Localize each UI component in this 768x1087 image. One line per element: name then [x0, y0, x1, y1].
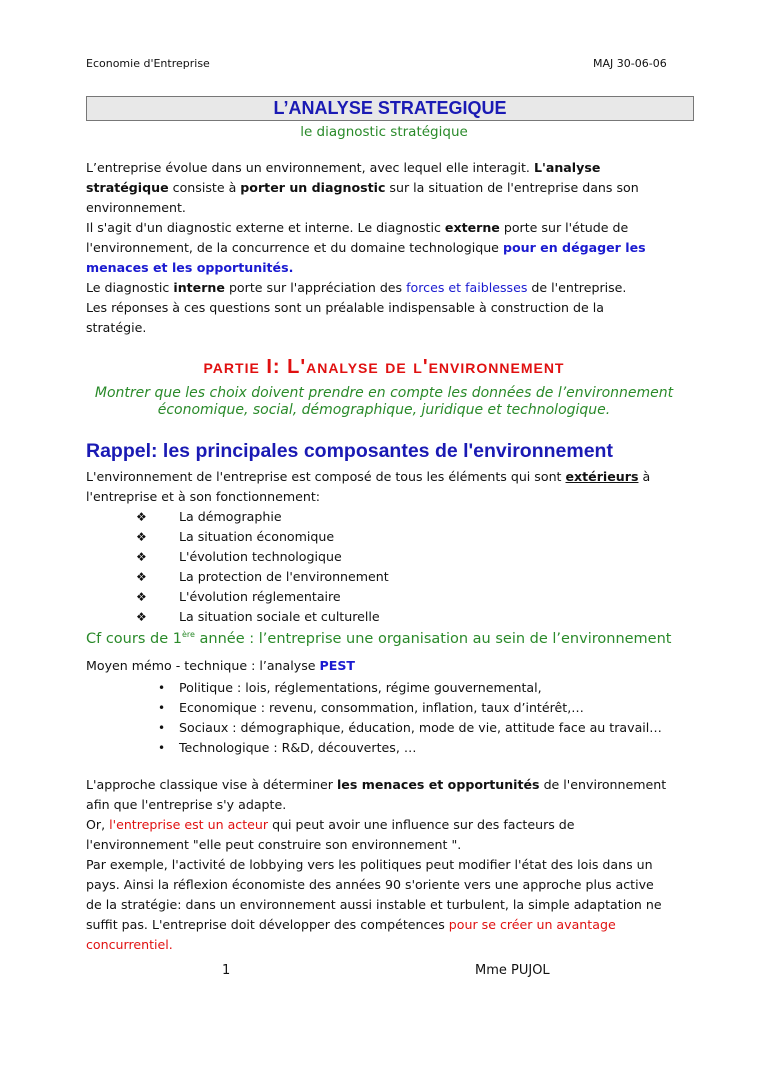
component-item: [86, 547, 686, 567]
text-segment: l'environnement, de la concurrence et du domaine technologique: [86, 240, 503, 255]
text-line: [86, 815, 666, 835]
text-segment: porter un diagnostic: [240, 180, 386, 195]
text-line: [86, 487, 650, 507]
list-item-text: La situation économique: [179, 529, 335, 544]
text-segment: PEST: [319, 658, 356, 673]
text-segment: concurrentiel.: [86, 937, 173, 952]
page-title: L’ANALYSE STRATEGIQUE: [273, 98, 507, 118]
bullet-icon: •: [158, 701, 166, 715]
text-line: [86, 775, 666, 795]
text-segment: qui peut avoir une influence sur des facteurs de: [268, 817, 575, 832]
pest-intro: [86, 656, 355, 676]
text-segment: pour en dégager les: [502, 240, 646, 255]
text-line: [86, 895, 666, 915]
text-line: [86, 298, 646, 318]
text-segment: afin que l'entreprise s'y adapte.: [86, 797, 287, 812]
text-segment: L'analyse: [533, 160, 601, 175]
text-segment: interne: [173, 280, 225, 295]
text-segment: pour se créer un avantage: [448, 917, 616, 932]
list-item-text: L'évolution réglementaire: [179, 589, 341, 604]
list-item-text: Politique : lois, réglementations, régime gouvernemental,: [179, 680, 542, 695]
section-heading: partie I: L'analyse de l'environnement: [203, 356, 565, 378]
diamond-bullet-icon: ❖: [136, 590, 147, 604]
text-segment: forces et faiblesses: [406, 280, 528, 295]
pest-item: [86, 718, 686, 738]
component-item: [86, 607, 686, 627]
intro-paragraph: [86, 158, 646, 338]
text-segment: environnement.: [86, 200, 186, 215]
text-line: [86, 238, 646, 258]
components-list: [86, 507, 686, 627]
list-item-text: La démographie: [179, 509, 282, 524]
subtitle: le diagnostic stratégique: [300, 124, 468, 140]
text-segment: externe: [444, 220, 500, 235]
text-line: [86, 198, 646, 218]
text-segment: Le diagnostic: [86, 280, 174, 295]
course-reference: [86, 630, 671, 647]
text-segment: Moyen mémo - technique : l’analyse: [86, 658, 320, 673]
header-date: MAJ 30-06-06: [593, 57, 667, 70]
pest-item: [86, 678, 686, 698]
component-item: [86, 527, 686, 547]
text-segment: suffit pas. L'entreprise doit développer des compétences: [86, 917, 449, 932]
text-segment: à: [638, 469, 651, 484]
text-line: [86, 835, 666, 855]
pest-list: [86, 678, 686, 758]
diamond-bullet-icon: ❖: [136, 550, 147, 564]
text-line: [86, 278, 646, 298]
diamond-bullet-icon: ❖: [136, 530, 147, 544]
text-line: [86, 218, 646, 238]
text-segment: l'entreprise et à son fonctionnement:: [86, 489, 320, 504]
text-segment: L'approche classique vise à déterminer: [86, 777, 337, 792]
text-segment: l'environnement "elle peut construire son environnement ".: [86, 837, 462, 852]
text-segment: de la stratégie: dans un environnement aussi instable et turbulent, la simple adaptation ne: [86, 897, 662, 912]
text-line: [86, 795, 666, 815]
header-course: Economie d'Entreprise: [86, 57, 210, 70]
text-segment: les menaces et opportunités: [336, 777, 540, 792]
text-segment: Par exemple, l'activité de lobbying vers les politiques peut modifier l'état des lois dans un: [86, 857, 653, 872]
list-item-text: La protection de l'environnement: [179, 569, 389, 584]
intro-line: économique, social, démographique, juridique et technologique.: [157, 402, 611, 418]
text-segment: porte sur l'appréciation des: [224, 280, 407, 295]
component-item: [86, 567, 686, 587]
subheading-rappel: Rappel: les principales composantes de l'environnement: [86, 440, 613, 462]
list-item-text: La situation sociale et culturelle: [179, 609, 380, 624]
cf-text: année : l’entreprise une organisation au sein de l’environnement: [194, 630, 672, 647]
text-segment: stratégique: [86, 180, 169, 195]
text-segment: de l'environnement: [539, 777, 667, 792]
text-line: [86, 467, 650, 487]
bullet-icon: •: [158, 721, 166, 735]
text-line: [86, 855, 666, 875]
text-segment: de l'entreprise.: [527, 280, 627, 295]
intro-line: Montrer que les choix doivent prendre en compte les données de l’environnement: [94, 385, 674, 401]
list-item-text: L'évolution technologique: [179, 549, 342, 564]
component-item: [86, 587, 686, 607]
cf-sup: ère: [181, 630, 195, 639]
title-box: [86, 96, 694, 121]
text-segment: Or,: [86, 817, 110, 832]
component-item: [86, 507, 686, 527]
text-segment: porte sur l'étude de: [499, 220, 629, 235]
cf-text: Cf cours de 1: [86, 630, 182, 647]
text-line: [86, 935, 666, 955]
text-line: [86, 875, 666, 895]
text-segment: pays. Ainsi la réflexion économiste des années 90 s'oriente vers une approche plus active: [86, 877, 654, 892]
text-segment: menaces et les opportunités.: [86, 260, 294, 275]
diamond-bullet-icon: ❖: [136, 510, 147, 524]
text-segment: stratégie.: [86, 320, 147, 335]
text-segment: Il s'agit d'un diagnostic externe et interne. Le diagnostic: [86, 220, 445, 235]
text-segment: extérieurs: [565, 469, 639, 484]
page-number: 1: [222, 963, 231, 978]
list-item-text: Sociaux : démographique, éducation, mode de vie, attitude face au travail…: [179, 720, 662, 735]
author: Mme PUJOL: [475, 963, 550, 978]
text-line: [86, 178, 646, 198]
text-line: [86, 318, 646, 338]
text-line: [86, 656, 355, 676]
text-segment: L'environnement de l'entreprise est composé de tous les éléments qui sont: [86, 469, 566, 484]
text-segment: l'entreprise est un acteur: [109, 817, 269, 832]
environment-paragraph: [86, 467, 650, 507]
text-segment: sur la situation de l'entreprise dans son: [385, 180, 639, 195]
section-intro: [0, 385, 768, 419]
list-item-text: Technologique : R&D, découvertes, …: [179, 740, 417, 755]
text-segment: L’entreprise évolue dans un environnement, avec lequel elle interagit.: [86, 160, 534, 175]
approach-paragraph: [86, 775, 666, 955]
pest-item: [86, 738, 686, 758]
text-line: [86, 258, 646, 278]
text-line: [86, 915, 666, 935]
bullet-icon: •: [158, 741, 166, 755]
text-line: [86, 158, 646, 178]
diamond-bullet-icon: ❖: [136, 570, 147, 584]
text-segment: consiste à: [168, 180, 241, 195]
bullet-icon: •: [158, 681, 166, 695]
list-item-text: Economique : revenu, consommation, inflation, taux d’intérêt,…: [179, 700, 584, 715]
diamond-bullet-icon: ❖: [136, 610, 147, 624]
pest-item: [86, 698, 686, 718]
text-segment: Les réponses à ces questions sont un préalable indispensable à construction de la: [86, 300, 605, 315]
